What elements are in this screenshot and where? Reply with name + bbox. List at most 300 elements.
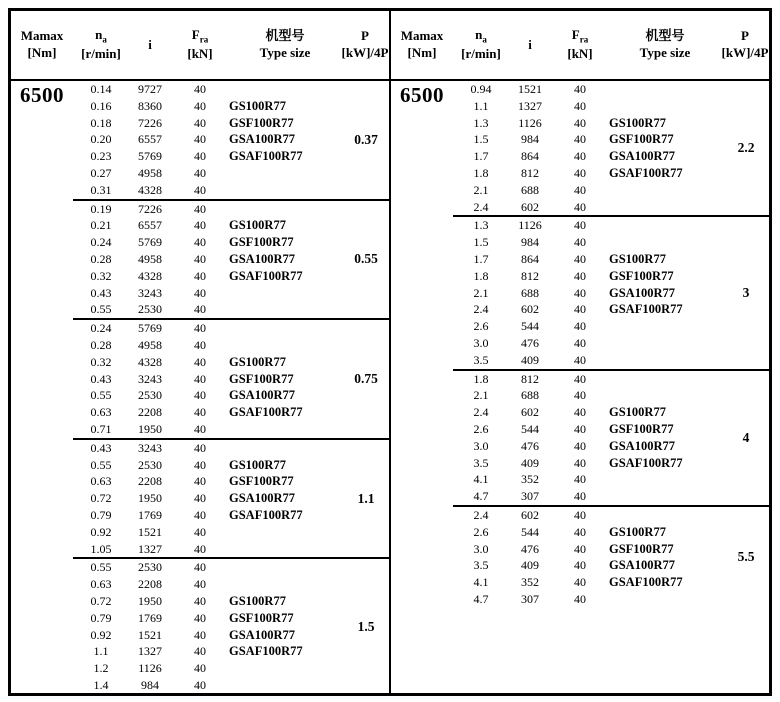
spec-block	[73, 199, 389, 319]
right-blocks	[453, 81, 769, 693]
na-cell: 3.0	[473, 541, 489, 556]
fra-cell: 40	[574, 235, 586, 250]
i-cell: 602	[521, 507, 539, 522]
type-cell	[609, 199, 721, 216]
na-cell: 3.5	[473, 455, 489, 470]
i-cell: 1769	[138, 610, 162, 625]
header-type-size: 机型号 Type size	[259, 28, 311, 60]
fra-cell: 40	[574, 268, 586, 283]
fra-cell: 40	[574, 455, 586, 470]
fra-cell: 40	[194, 577, 206, 592]
fra-cell: 40	[194, 268, 206, 283]
left-blocks	[73, 81, 389, 693]
fra-cell: 40	[574, 438, 586, 453]
fra-cell: 40	[194, 677, 206, 692]
na-cell: 1.3	[473, 218, 489, 233]
table-row	[453, 352, 769, 369]
i-cell: 476	[521, 335, 539, 350]
table-row	[73, 285, 389, 302]
type-cell: GS100R77	[229, 354, 286, 369]
fra-cell: 40	[574, 149, 586, 164]
fra-cell: 40	[574, 541, 586, 556]
power-value: 0.55	[354, 251, 378, 267]
fra-cell: 40	[194, 354, 206, 369]
table-row	[73, 541, 389, 558]
power-value: 1.5	[357, 618, 375, 634]
table-row	[453, 98, 769, 115]
power-value: 1.1	[357, 490, 375, 506]
na-cell: 0.20	[90, 132, 112, 147]
i-cell: 5769	[138, 235, 162, 250]
i-cell: 984	[141, 677, 159, 692]
table-row	[453, 199, 769, 216]
fra-cell: 40	[194, 82, 206, 96]
i-cell: 864	[521, 251, 539, 266]
type-cell: GSAF100R77	[229, 507, 303, 522]
type-cell: GS100R77	[609, 524, 666, 539]
spec-table	[8, 8, 772, 696]
table-row	[73, 217, 389, 234]
na-cell: 1.3	[473, 115, 489, 130]
i-cell: 9727	[138, 82, 162, 96]
i-cell: 1126	[138, 661, 162, 676]
type-cell	[609, 591, 721, 608]
na-cell: 0.32	[90, 268, 112, 283]
fra-cell: 40	[194, 321, 206, 336]
fra-cell: 40	[194, 165, 206, 180]
table-row	[453, 591, 769, 608]
table-row	[453, 387, 769, 404]
i-cell: 307	[521, 489, 539, 504]
na-cell: 1.7	[473, 251, 489, 266]
type-cell	[229, 320, 341, 337]
na-cell: 4.7	[473, 489, 489, 504]
fra-cell: 40	[194, 149, 206, 164]
table-row	[73, 320, 389, 337]
fra-cell: 40	[194, 457, 206, 472]
fra-cell: 40	[574, 507, 586, 522]
type-cell: GS100R77	[229, 593, 286, 608]
i-cell: 1521	[138, 627, 162, 642]
na-cell: 2.6	[473, 524, 489, 539]
na-cell: 3.5	[473, 558, 489, 573]
fra-cell: 40	[194, 560, 206, 575]
i-cell: 6557	[138, 132, 162, 147]
na-cell: 0.79	[90, 610, 112, 625]
power-value: 5.5	[737, 549, 755, 565]
na-cell: 1.05	[90, 541, 112, 556]
type-cell: GSA100R77	[229, 251, 295, 266]
i-cell: 1126	[518, 218, 542, 233]
i-cell: 5769	[138, 149, 162, 164]
na-cell: 1.8	[473, 268, 489, 283]
i-cell: 1950	[138, 491, 162, 506]
type-cell	[229, 421, 341, 438]
na-cell: 0.24	[90, 235, 112, 250]
na-cell: 2.4	[473, 405, 489, 420]
fra-cell: 40	[574, 319, 586, 334]
i-cell: 2530	[138, 388, 162, 403]
type-cell: GSA100R77	[229, 491, 295, 506]
fra-cell: 40	[194, 98, 206, 113]
fra-cell: 40	[194, 661, 206, 676]
na-cell: 2.1	[473, 182, 489, 197]
fra-cell: 40	[194, 541, 206, 556]
na-cell: 0.94	[470, 82, 492, 96]
table-row	[73, 81, 389, 98]
na-cell: 0.31	[90, 182, 112, 197]
i-cell: 409	[521, 558, 539, 573]
type-cell	[609, 471, 721, 488]
type-cell: GSAF100R77	[229, 268, 303, 283]
type-cell: GSA100R77	[229, 627, 295, 642]
power-value: 2.2	[737, 140, 755, 156]
table-row	[73, 593, 389, 610]
fra-cell: 40	[194, 337, 206, 352]
i-cell: 602	[521, 405, 539, 420]
type-cell: GSA100R77	[609, 438, 675, 453]
na-cell: 0.63	[90, 405, 112, 420]
type-cell	[609, 371, 721, 388]
i-cell: 2530	[138, 302, 162, 317]
i-cell: 2530	[138, 457, 162, 472]
table-row	[453, 182, 769, 199]
fra-cell: 40	[194, 524, 206, 539]
i-cell: 2208	[138, 405, 162, 420]
type-cell: GSF100R77	[229, 371, 294, 386]
type-cell: GSF100R77	[229, 235, 294, 250]
i-cell: 1327	[518, 98, 542, 113]
na-cell: 0.28	[90, 337, 112, 352]
i-cell: 984	[521, 132, 539, 147]
i-cell: 1327	[138, 644, 162, 659]
type-cell: GSA100R77	[609, 558, 675, 573]
type-cell: GSAF100R77	[229, 405, 303, 420]
table-row	[73, 677, 389, 693]
i-cell: 1327	[138, 541, 162, 556]
i-cell: 4958	[138, 165, 162, 180]
table-row	[453, 318, 769, 335]
fra-cell: 40	[574, 388, 586, 403]
fra-cell: 40	[574, 591, 586, 606]
fra-cell: 40	[574, 352, 586, 367]
header-power: P [kW]/4P	[721, 28, 769, 60]
na-cell: 0.55	[90, 560, 112, 575]
i-cell: 4328	[138, 354, 162, 369]
i-cell: 812	[521, 268, 539, 283]
table-row	[453, 574, 769, 591]
table-row	[453, 404, 769, 421]
table-row	[73, 337, 389, 354]
table-row	[73, 473, 389, 490]
i-cell: 4958	[138, 251, 162, 266]
na-cell: 1.1	[93, 644, 109, 659]
spec-block	[453, 215, 769, 368]
i-cell: 409	[521, 455, 539, 470]
table-row	[73, 98, 389, 115]
fra-cell: 40	[574, 98, 586, 113]
table-body-left	[11, 81, 389, 693]
table-row	[453, 371, 769, 388]
type-cell: GSAF100R77	[229, 644, 303, 659]
fra-cell: 40	[194, 421, 206, 436]
spec-block	[453, 505, 769, 608]
na-cell: 0.71	[90, 421, 112, 436]
fra-cell: 40	[194, 491, 206, 506]
table-row	[73, 148, 389, 165]
fra-cell: 40	[194, 285, 206, 300]
spec-block	[73, 438, 389, 558]
na-cell: 3.0	[473, 438, 489, 453]
header-power: P [kW]/4P	[341, 28, 389, 60]
type-cell	[229, 524, 341, 541]
na-cell: 0.55	[90, 302, 112, 317]
power-value: 3	[742, 284, 750, 300]
type-cell	[609, 81, 721, 98]
type-cell: GSF100R77	[609, 132, 674, 147]
type-cell	[229, 440, 341, 457]
table-header-right	[391, 11, 769, 81]
type-cell: GSAF100R77	[609, 165, 683, 180]
i-cell: 409	[521, 352, 539, 367]
table-row	[453, 115, 769, 132]
i-cell: 688	[521, 388, 539, 403]
header-i: i	[148, 36, 152, 52]
table-row	[453, 524, 769, 541]
na-cell: 0.18	[90, 115, 112, 130]
na-cell: 1.7	[473, 149, 489, 164]
type-cell: GS100R77	[229, 98, 286, 113]
type-cell	[609, 217, 721, 234]
type-cell: GSF100R77	[229, 474, 294, 489]
i-cell: 3243	[138, 440, 162, 455]
type-cell	[609, 182, 721, 199]
i-cell: 352	[521, 575, 539, 590]
type-cell	[609, 387, 721, 404]
na-cell: 1.8	[473, 371, 489, 386]
type-cell: GS100R77	[609, 251, 666, 266]
i-cell: 3243	[138, 371, 162, 386]
type-cell	[229, 677, 341, 693]
table-row	[453, 455, 769, 472]
na-cell: 0.43	[90, 440, 112, 455]
na-cell: 0.27	[90, 165, 112, 180]
i-cell: 6557	[138, 218, 162, 233]
type-cell: GSA100R77	[609, 149, 675, 164]
table-row	[453, 234, 769, 251]
table-row	[453, 507, 769, 524]
spec-block	[453, 369, 769, 505]
table-row	[73, 576, 389, 593]
type-cell: GSF100R77	[229, 115, 294, 130]
spec-block	[73, 318, 389, 438]
type-cell	[229, 165, 341, 182]
type-cell	[609, 352, 721, 369]
na-cell: 0.55	[90, 388, 112, 403]
na-cell: 1.5	[473, 235, 489, 250]
na-cell: 2.1	[473, 388, 489, 403]
table-row	[453, 81, 769, 98]
na-cell: 1.2	[93, 661, 109, 676]
table-row	[453, 488, 769, 505]
na-cell: 0.23	[90, 149, 112, 164]
na-cell: 0.28	[90, 251, 112, 266]
power-value: 0.75	[354, 370, 378, 386]
table-body-right	[391, 81, 769, 693]
table-row	[73, 559, 389, 576]
na-cell: 0.55	[90, 457, 112, 472]
fra-cell: 40	[194, 610, 206, 625]
table-left-half	[11, 11, 389, 693]
fra-cell: 40	[194, 251, 206, 266]
fra-cell: 40	[194, 132, 206, 147]
header-i: i	[528, 36, 532, 52]
fra-cell: 40	[574, 285, 586, 300]
na-cell: 0.21	[90, 218, 112, 233]
fra-cell: 40	[194, 201, 206, 216]
type-cell	[609, 98, 721, 115]
mamax-column-right	[391, 81, 453, 693]
table-right-half	[391, 11, 769, 693]
i-cell: 307	[521, 591, 539, 606]
fra-cell: 40	[194, 218, 206, 233]
type-cell: GSA100R77	[229, 132, 295, 147]
type-cell: GSF100R77	[609, 421, 674, 436]
mamax-value: 6500	[400, 83, 444, 107]
table-row	[73, 643, 389, 660]
i-cell: 352	[521, 472, 539, 487]
table-row	[73, 201, 389, 218]
table-row	[453, 217, 769, 234]
i-cell: 8360	[138, 98, 162, 113]
fra-cell: 40	[574, 165, 586, 180]
table-row	[73, 115, 389, 132]
table-row	[73, 268, 389, 285]
i-cell: 544	[521, 319, 539, 334]
fra-cell: 40	[574, 472, 586, 487]
table-row	[73, 354, 389, 371]
na-cell: 0.79	[90, 507, 112, 522]
table-row	[73, 440, 389, 457]
i-cell: 602	[521, 302, 539, 317]
i-cell: 1126	[518, 115, 542, 130]
na-cell: 0.43	[90, 285, 112, 300]
type-cell	[609, 234, 721, 251]
fra-cell: 40	[574, 82, 586, 96]
fra-cell: 40	[574, 524, 586, 539]
type-cell: GS100R77	[229, 218, 286, 233]
i-cell: 2208	[138, 474, 162, 489]
type-cell: GSF100R77	[609, 541, 674, 556]
i-cell: 2208	[138, 577, 162, 592]
na-cell: 3.5	[473, 352, 489, 367]
fra-cell: 40	[574, 558, 586, 573]
na-cell: 1.5	[473, 132, 489, 147]
i-cell: 4328	[138, 268, 162, 283]
type-cell	[229, 301, 341, 318]
fra-cell: 40	[574, 218, 586, 233]
table-row	[453, 471, 769, 488]
fra-cell: 40	[194, 440, 206, 455]
power-value: 0.37	[354, 131, 378, 147]
i-cell: 1769	[138, 507, 162, 522]
i-cell: 2530	[138, 560, 162, 575]
i-cell: 476	[521, 541, 539, 556]
table-row	[73, 165, 389, 182]
fra-cell: 40	[574, 302, 586, 317]
fra-cell: 40	[194, 474, 206, 489]
type-cell	[609, 507, 721, 524]
header-fra: $F_{ra}$ [kN]	[567, 26, 593, 62]
mamax-column-left	[11, 81, 73, 693]
table-row	[453, 301, 769, 318]
na-cell: 0.24	[90, 321, 112, 336]
table-row	[453, 165, 769, 182]
na-cell: 2.6	[473, 319, 489, 334]
i-cell: 688	[521, 182, 539, 197]
i-cell: 4958	[138, 337, 162, 352]
power-value: 4	[742, 429, 750, 445]
na-cell: 4.7	[473, 591, 489, 606]
type-cell	[609, 488, 721, 505]
i-cell: 864	[521, 149, 539, 164]
i-cell: 1521	[518, 82, 542, 96]
table-row	[73, 404, 389, 421]
mamax-value: 6500	[20, 83, 64, 107]
fra-cell: 40	[574, 335, 586, 350]
spec-block	[73, 557, 389, 693]
fra-cell: 40	[194, 405, 206, 420]
table-row	[453, 268, 769, 285]
header-fra: $F_{ra}$ [kN]	[187, 26, 213, 62]
table-row	[73, 301, 389, 318]
i-cell: 688	[521, 285, 539, 300]
na-cell: 0.63	[90, 474, 112, 489]
fra-cell: 40	[194, 115, 206, 130]
i-cell: 984	[521, 235, 539, 250]
na-cell: 3.0	[473, 335, 489, 350]
fra-cell: 40	[574, 371, 586, 386]
table-row	[453, 335, 769, 352]
table-row	[73, 421, 389, 438]
fra-cell: 40	[574, 115, 586, 130]
i-cell: 3243	[138, 285, 162, 300]
table-row	[73, 182, 389, 199]
type-cell	[229, 660, 341, 677]
type-cell: GSF100R77	[229, 610, 294, 625]
i-cell: 544	[521, 524, 539, 539]
type-cell	[229, 576, 341, 593]
type-cell: GSAF100R77	[229, 149, 303, 164]
na-cell: 0.92	[90, 524, 112, 539]
fra-cell: 40	[574, 132, 586, 147]
i-cell: 476	[521, 438, 539, 453]
fra-cell: 40	[194, 235, 206, 250]
type-cell	[229, 81, 341, 98]
table-header-left	[11, 11, 389, 81]
type-cell: GSA100R77	[609, 285, 675, 300]
table-row	[453, 251, 769, 268]
na-cell: 4.1	[473, 472, 489, 487]
na-cell: 2.4	[473, 199, 489, 214]
i-cell: 544	[521, 421, 539, 436]
type-cell	[609, 318, 721, 335]
fra-cell: 40	[574, 199, 586, 214]
fra-cell: 40	[574, 421, 586, 436]
type-cell	[229, 559, 341, 576]
table-row	[73, 507, 389, 524]
type-cell: GSAF100R77	[609, 302, 683, 317]
